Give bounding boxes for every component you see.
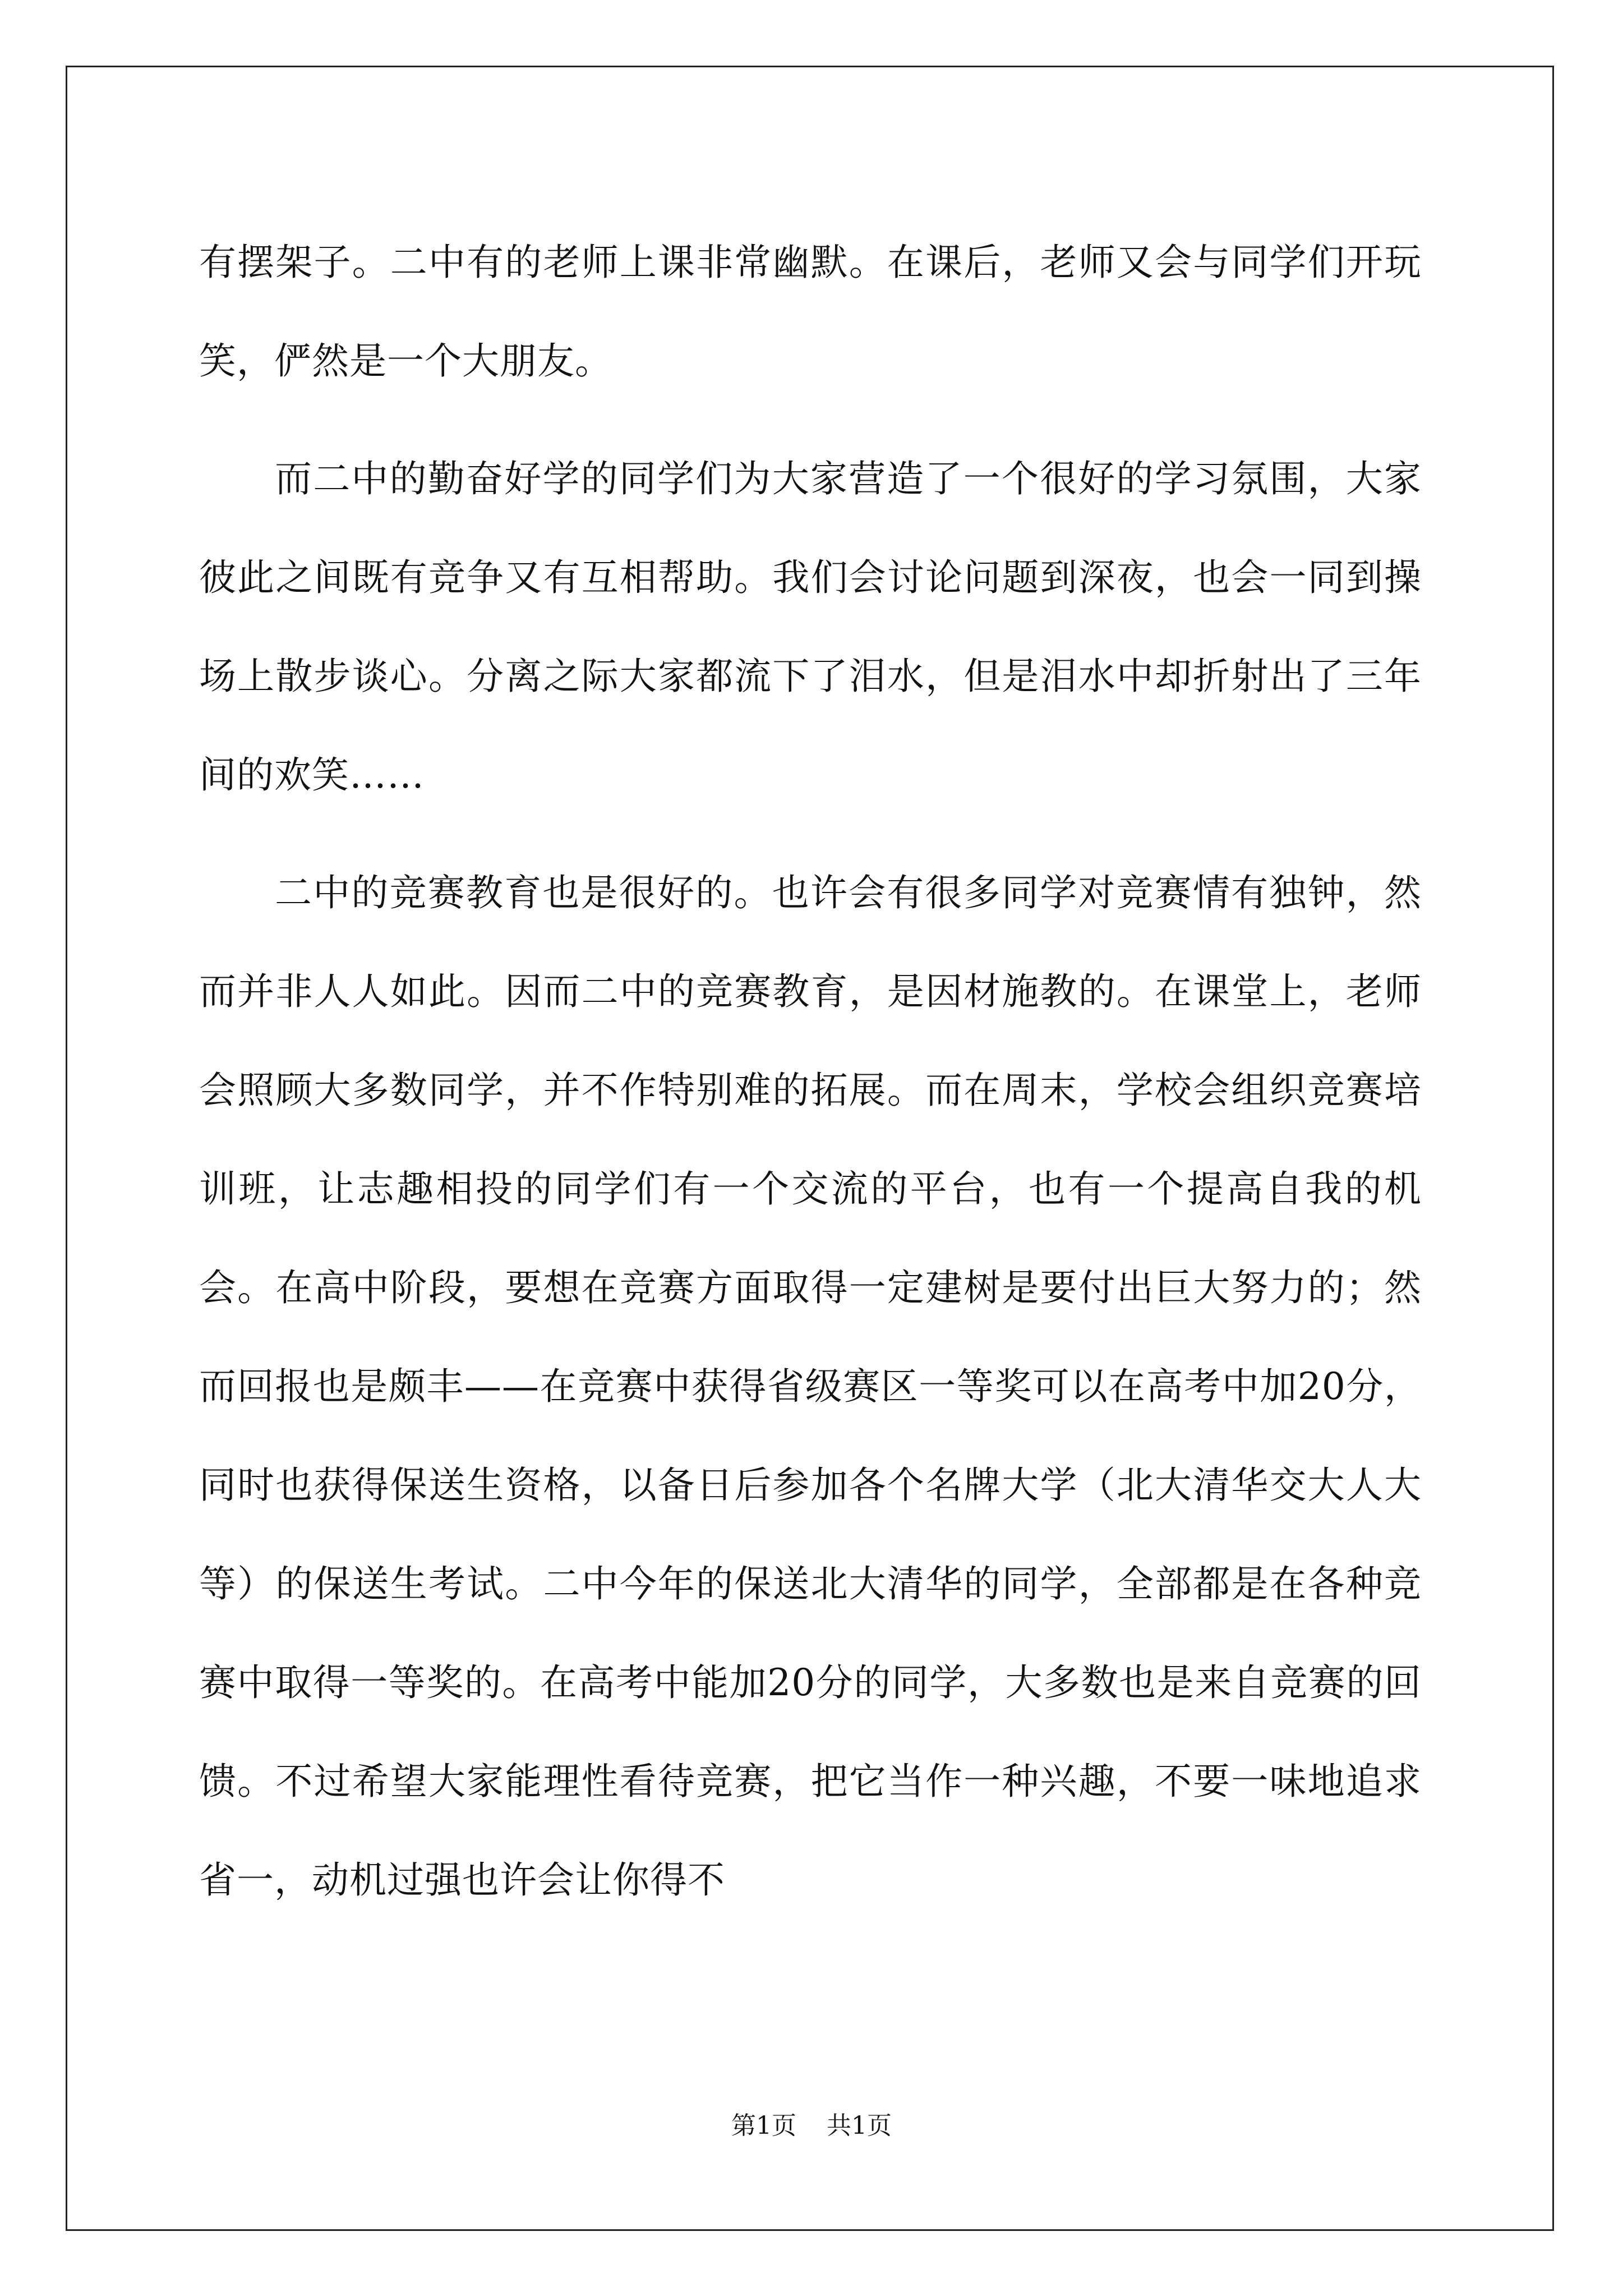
paragraph-2: 而二中的勤奋好学的同学们为大家营造了一个很好的学习氛围，大家彼此之间既有竞争又有互相帮助。我们会讨论问题到深夜，也会一同到操场上散步谈心。分离之际大家都流下了泪水，但是泪水中却折射出了三年间的欢笑…… xyxy=(199,457,1422,797)
page-number: 第1页 xyxy=(731,2111,796,2140)
page-total: 共1页 xyxy=(827,2111,892,2140)
paragraph-3: 二中的竞赛教育也是很好的。也许会有很多同学对竞赛情有独钟，然而并非人人如此。因而二中的竞赛教育，是因材施教的。在课堂上，老师会照顾大多数同学，并不作特别难的拓展。而在周末，学校会组织竞赛培训班，让志趣相投的同学们有一个交流的平台，也有一个提高自我的机会。在高中阶段，要想在竞赛方面取得一定建树是要付出巨大努力的；然而回报也是颇丰——在竞赛中获得省级赛区一等奖可以在高考中加20分，同时也获得保送生资格，以备日后参加各个名牌大学（北大清华交大人大等）的保送生考试。二中今年的保送北大清华的同学，全部都是在各种竞赛中取得一等奖的。在高考中能加20分的同学，大多数也是来自竞赛的回馈。不过希望大家能理性看待竞赛，把它当作一种兴趣，不要一味地追求省一，动机过强也许会让你得不 xyxy=(199,871,1422,1902)
document-body xyxy=(199,213,1422,1930)
paragraph-1: 有摆架子。二中有的老师上课非常幽默。在课后，老师又会与同学们开玩笑，俨然是一个大朋友。 xyxy=(199,241,1422,383)
page-footer xyxy=(0,2109,1623,2143)
